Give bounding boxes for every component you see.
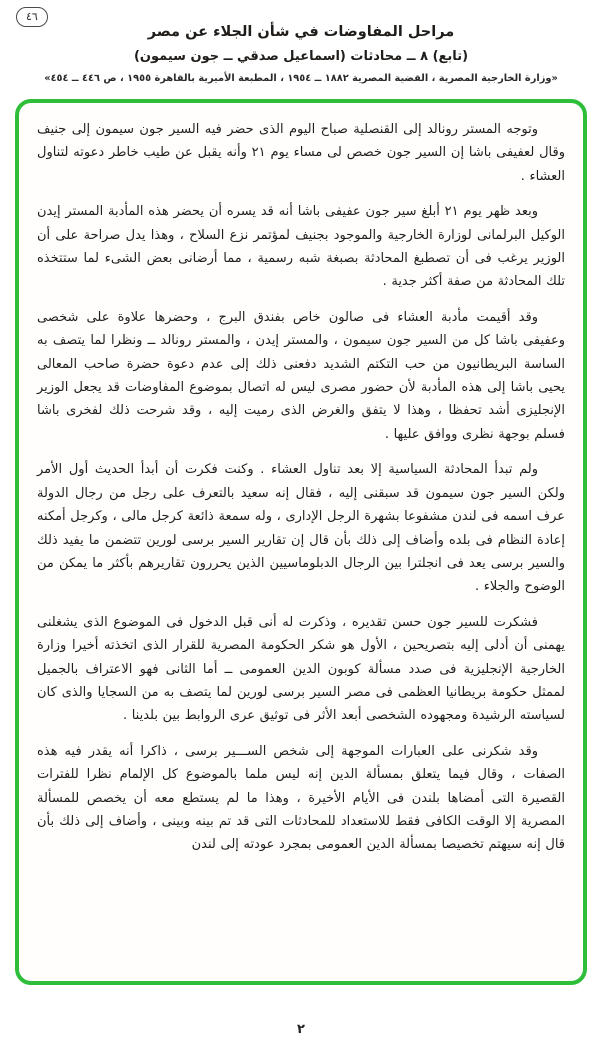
paragraph: وقد أقيمت مأدبة العشاء فى صالون خاص بفندق البرج ، وحضرها علاوة على شخصى وعفيفى باشا كل من السير جون سيمون ، والمستر إيدن ، والمستر رونالد ــ ونظرا لما يتصف به الساسة البريطانيون من حب التكتم الشديد دفعنى ذلك إلى عدم دعوة حضرة صاحب المعالى يحيى باشا إلى هذه المأدبة لأن حضور مصرى ليس له اتصال بموضوع المفاوضات قد يجعل الوزير الإنجليزى أشد تحفظا ، وهذا لا يتفق والغرض الذى رميت إليه ، وقد شرحت ذلك لفخرى باشا فسلم بوجهة نظرى ووافق عليها . xyxy=(37,309,565,442)
paragraph: وتوجه المستر رونالد إلى القنصلية صباح اليوم الذى حضر فيه السير جون سيمون إلى جنيف وقال لعفيفى باشا إن السير جون خصص لى مساء يوم ٢١ وأنه يقبل عن طيب خاطر دعوته لتناول العشاء . xyxy=(37,122,565,184)
source-citation: «وزارة الخارجية المصرية ، القضية المصرية ١٨٨٢ ــ ١٩٥٤ ، المطبعة الأميرية بالقاهرة ١٩٥٥ ، ص ٤٤٦ ــ ٤٥٤» xyxy=(44,73,558,84)
paragraph: وبعد ظهر يوم ٢١ أبلغ سير جون عفيفى باشا أنه قد يسره أن يحضر هذه المأدبة المستر إيدن الوكيل البرلمانى لوزارة الخارجية والموجود بجنيف لمؤتمر نزع السلاح ، وهذا يدل صراحة على أن الوزير يرغب فى أن تصطبغ المحادثة بصبغة شبه رسمية ، مما أرضانى بعض الشىء لما ستتخذه تلك المحادثة من صفة أكثر جدية . xyxy=(37,204,565,290)
document-subtitle: (تابع) ٨ ــ محادثات (اسماعيل صدقي ــ جون سيمون) xyxy=(133,49,469,64)
page-number: ٢ xyxy=(297,1022,305,1037)
paragraph: ولم تبدأ المحادثة السياسية إلا بعد تناول العشاء . وكنت فكرت أن أبدأ الحديث أول الأمر ولكن السير جون سيمون قد سبقنى إليه ، فقال إنه سعيد بالتعرف على رجل من رجال الدولة عرف اسمه فى لندن مشفوعا بشهرة الرجل الإدارى ، وله سمعة ذائعة كرجل مالى ، وكرجل أمكنه إعادة النظام فى بلده وأضاف إلى ذلك بأن قال إن تقارير السير برسى لورين تتضمن ما يفيد ذلك والسير برسى يعد فى انجلترا بين الرجال الدبلوماسيين الذين يحررون تقاريرهم بأكثر ما يمكن من الوضوح والجلاء . xyxy=(37,462,565,595)
page-corner-label: ٤٦ xyxy=(16,7,48,27)
document-header xyxy=(0,0,602,84)
paragraph: وقد شكرنى على العبارات الموجهة إلى شخص الســـير برسى ، ذاكرا أنه يقدر فيه هذه الصفات ، وقال فيما يتعلق بمسألة الدين إنه ليس ملما بالموضوع كل الإلمام نظرا للفترات القصيرة التى أمضاها بلندن فى الأيام الأخيرة ، وهذا ما لم يستطع معه أن يخصص للمسألة المصرية إلا الوقت الكافى فقط للاستعداد للمحادثات التى قد تم بينه وبينى ، وأضاف إلى ذلك بأن قال إنه سيهتم تخصيصا بمسألة الدين العمومى بمجرد عودته إلى لندن xyxy=(37,743,565,853)
document-title: مراحل المفاوضات في شأن الجلاء عن مصر xyxy=(147,24,455,40)
paragraph: فشكرت للسير جون حسن تقديره ، وذكرت له أنى قبل الدخول فى الموضوع الذى يشغلنى يهمنى أن أدلى إليه بتصريحين ، الأول هو شكر الحكومة المصرية للقرار الذى اتخذته أخيرا وزارة الخارجية الإنجليزية فى صدد مسألة كوبون الدين العمومى ــ أما الثانى فهو الاعتراف بالجميل لممثل حكومة بريطانيا العظمى فى مصر السير برسى لورين لما يتصف به من السجايا والذى كان لسياسته الرشيدة ومجهوده الشخصى أبعد الأثر فى توثيق عرى الروابط بين بلدينا . xyxy=(37,614,565,724)
text-frame xyxy=(15,99,587,985)
